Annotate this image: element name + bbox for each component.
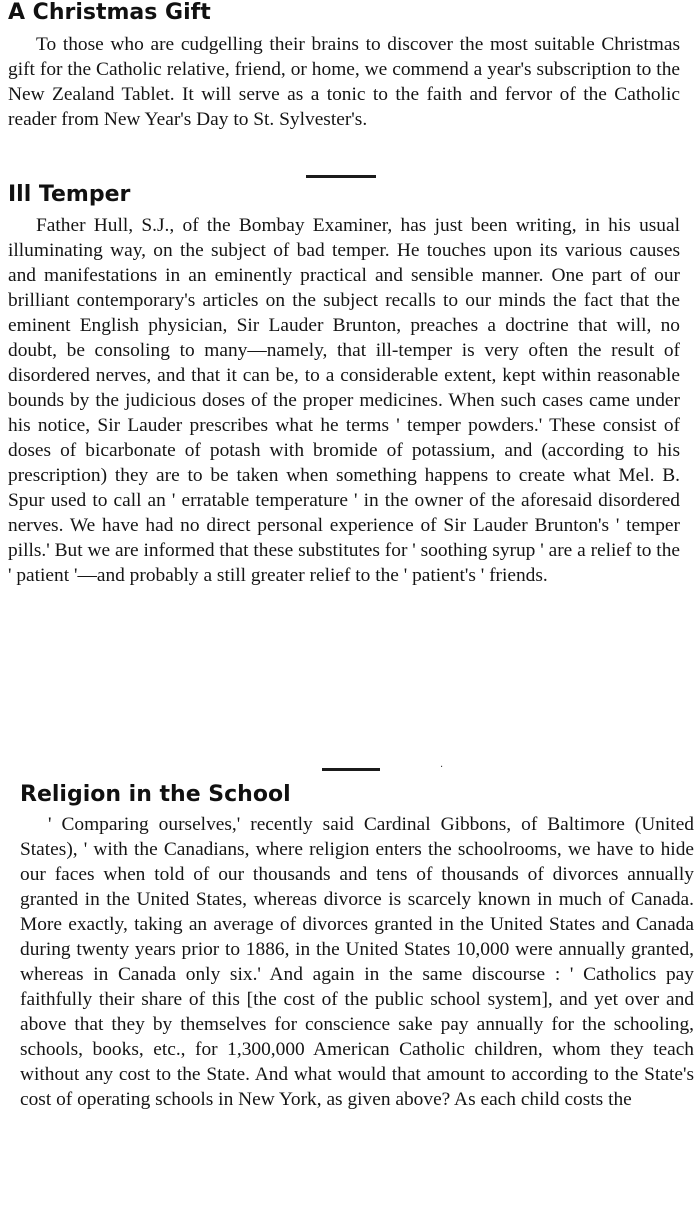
article-heading: A Christmas Gift bbox=[8, 0, 211, 25]
article-body: Father Hull, S.J., of the Bombay Examiner, has just been writing, in his usual illuminating way, on the subject of bad temper. He touches upon its various causes and manifestations in an eminently practical and sensible manner. One part of our brilliant contemporary's articles on the subject recalls to our minds the fact that the eminent English physician, Sir Lauder Brunton, preaches a doctrine that will, no doubt, be consoling to many—namely, that ill-temper is very often the result of disordered nerves, and that it can be, to a considerable extent, kept within reasonable bounds by the judicious doses of the proper medicines. When such cases came under his notice, Sir Lauder prescribes what he terms ' temper powders.' These consist of doses of bicarbonate of potash with bromide of potassium, and (according to his prescription) they are to be taken when something happens to create what Mel. B. Spur used to call an ' erratable temperature ' in the owner of the aforesaid disordered nerves. We have had no direct personal experience of Sir Lauder Brunton's ' temper pills.' But we are informed that these substitutes for ' soothing syrup ' are a relief to the ' patient '—and probably a still greater relief to the ' patient's ' friends. bbox=[8, 215, 680, 586]
article-heading: Religion in the School bbox=[20, 782, 291, 807]
print-speck: · bbox=[440, 762, 444, 773]
article-body: ' Comparing ourselves,' recently said Cardinal Gibbons, of Baltimore (United States), ' with the Canadians, where religion enters the schoolrooms, we have to hide our faces when told of our thousands and tens of thousands of divorces annually granted in the United States, whereas divorce is scarcely known in much of Canada. More exactly, taking an average of divorces granted in the United States and Canada during twenty years prior to 1886, in the United States 10,000 were annually granted, whereas in Canada only six.' And again in the same discourse : ' Catholics pay faithfully their share of this [the cost of the public school system], and yet over and above that they by themselves for conscience sake pay annually for the schooling, schools, books, etc., for 1,300,000 American Catholic children, whom they teach without any cost to the State. And what would that amount to according to the State's cost of operating schools in New York, as given above? As each child costs the bbox=[20, 814, 694, 1110]
article-christmas-gift bbox=[8, 0, 680, 132]
article-religion-in-the-school bbox=[20, 782, 694, 1112]
article-body: To those who are cudgelling their brains to discover the most suitable Christmas gift for the Catholic relative, friend, or home, we commend a year's subscription to the New Zealand Tablet. It will serve as a tonic to the faith and fervor of the Catholic reader from New Year's Day to St. Sylvester's. bbox=[8, 34, 680, 130]
article-ill-temper bbox=[8, 182, 680, 588]
article-heading: Ill Temper bbox=[8, 182, 131, 207]
section-divider bbox=[322, 768, 380, 771]
section-divider bbox=[306, 175, 376, 178]
